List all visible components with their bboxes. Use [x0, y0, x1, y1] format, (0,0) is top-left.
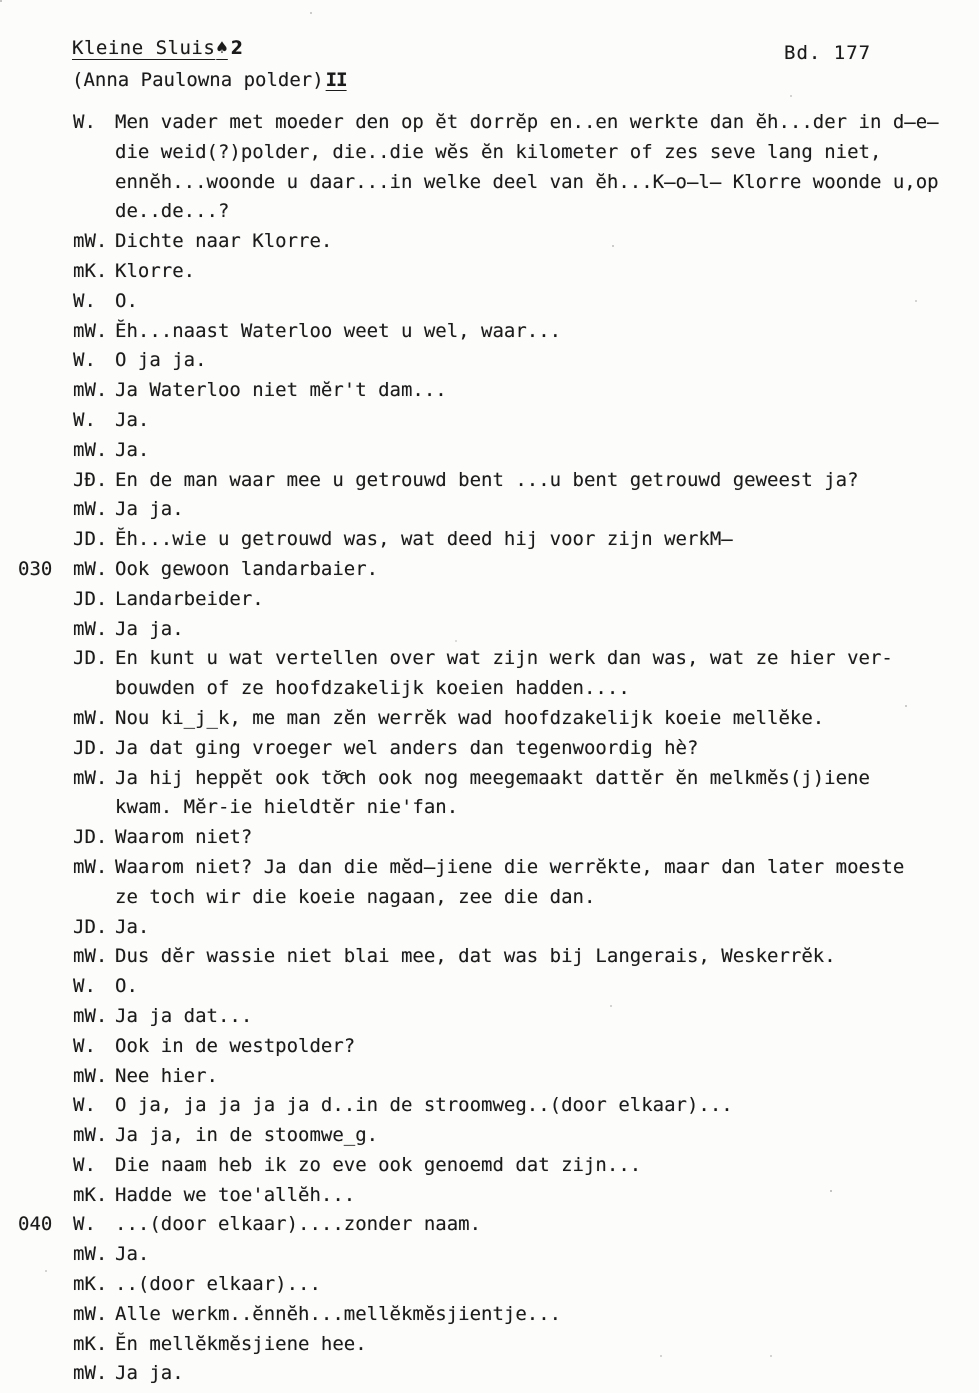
dialogue-lines	[115, 1181, 979, 1211]
dialogue-entry	[0, 1032, 979, 1062]
speaker-label: mW.	[73, 498, 108, 521]
dialogue-line: bouwden of ze hoofdzakelijk koeien hadden....	[115, 677, 630, 700]
dialogue-lines	[115, 1062, 979, 1092]
dialogue-lines	[115, 257, 979, 287]
dialogue-line: kwam. Mĕr-ie hieldtĕr nie'fan.	[115, 796, 459, 819]
dialogue-line: Dus dĕr wassie niet blai mee, dat was bij Langerais, Weskerrĕk.	[115, 945, 836, 968]
speaker-label: mK.	[73, 1183, 108, 1206]
dialogue-line: Die naam heb ik zo eve ook genoemd dat zijn...	[115, 1153, 642, 1176]
speaker-label: mW.	[73, 766, 108, 789]
dialogue-lines	[115, 376, 979, 406]
margin-line-number: 030	[18, 557, 53, 580]
dialogue-entry	[0, 1002, 979, 1032]
dialogue-lines	[115, 704, 979, 734]
dialogue-entry	[0, 436, 979, 466]
speaker-label: mK.	[73, 259, 108, 282]
dialogue-lines	[115, 1002, 979, 1032]
speaker-label: W.	[73, 1153, 96, 1176]
dialogue-entry	[0, 287, 979, 317]
band-number: Bd. 177	[784, 42, 872, 64]
dialogue-lines	[115, 1032, 979, 1062]
dialogue-entry	[0, 823, 979, 853]
dialogue-line: Ook in de westpolder?	[115, 1034, 356, 1057]
dialogue-lines	[115, 1300, 979, 1330]
dialogue-entry	[0, 257, 979, 287]
dialogue-entry	[0, 764, 979, 824]
subtitle-line	[72, 63, 979, 97]
document-subtitle: (Anna Paulowna polder)	[72, 69, 324, 91]
dialogue-entry	[0, 466, 979, 496]
dialogue-lines	[115, 525, 979, 555]
speaker-label: JÐ.	[73, 468, 108, 491]
speaker-label: W.	[73, 349, 96, 372]
dialogue-entry	[0, 406, 979, 436]
dialogue-line: En kunt u wat vertellen over wat zijn werk dan was, wat ze hier ver-	[115, 647, 893, 670]
overstrike-mark: ♠	[216, 37, 228, 59]
dialogue-entry	[0, 734, 979, 764]
dialogue-entry	[0, 1062, 979, 1092]
dialogue-line: ze toch wir die koeie nagaan, zee die dan.	[115, 885, 596, 908]
dialogue-line: Waarom niet?	[115, 826, 253, 849]
dialogue-line: Landarbeider.	[115, 587, 264, 610]
speaker-label: mW.	[73, 379, 108, 402]
dialogue-entry	[0, 1330, 979, 1360]
page-header	[0, 0, 979, 97]
dialogue-line: Klorre.	[115, 259, 196, 282]
speaker-label: mW.	[73, 945, 108, 968]
transcript	[0, 108, 979, 1389]
speaker-label: mW.	[73, 855, 108, 878]
dialogue-line: Ĕh...wie u getrouwd was, wat deed hij voor zijn werkM̶	[115, 528, 733, 551]
dialogue-entry	[0, 615, 979, 645]
dialogue-entry	[0, 376, 979, 406]
dialogue-entry	[0, 1210, 979, 1240]
dialogue-entry	[0, 1270, 979, 1300]
dialogue-entry	[0, 495, 979, 525]
dialogue-entry	[0, 227, 979, 257]
dialogue-line: Ja ja.	[115, 498, 184, 521]
dialogue-entry	[0, 972, 979, 1002]
dialogue-line: O.	[115, 289, 138, 312]
dialogue-entry	[0, 942, 979, 972]
dialogue-line: ennĕh...woonde u daar...in welke deel van ĕh...K̶o̶l̶ Klorre woonde u,op	[115, 170, 939, 193]
dialogue-line: Men vader met moeder den op ĕt dorrĕp en..en werkte dan ĕh...der in d̶e̶	[115, 111, 939, 133]
speaker-label: JD.	[73, 647, 108, 670]
dialogue-lines	[115, 346, 979, 376]
dialogue-lines	[115, 734, 979, 764]
dialogue-line: Hadde we toe'allĕh...	[115, 1183, 356, 1206]
dialogue-line: Ĕn mellĕkmĕsjiene hee.	[115, 1332, 367, 1355]
dialogue-entry	[0, 555, 979, 585]
dialogue-line: Ĕh...naast Waterloo weet u wel, waar...	[115, 319, 562, 342]
dialogue-line: Ja.	[115, 915, 150, 938]
speaker-label: W.	[73, 408, 96, 431]
dialogue-line: Waarom niet? Ja dan die mĕd̶jiene die werrĕkte, maar dan later moeste	[115, 855, 905, 878]
dialogue-lines	[115, 972, 979, 1002]
speaker-label: JD.	[73, 587, 108, 610]
document-title-number: 2	[230, 37, 243, 59]
dialogue-entry	[0, 853, 979, 913]
dialogue-lines	[115, 406, 979, 436]
dialogue-entry	[0, 1091, 979, 1121]
dialogue-lines	[115, 1240, 979, 1270]
dialogue-lines	[115, 1270, 979, 1300]
dialogue-line: Ook gewoon landarbaier.	[115, 557, 379, 580]
dialogue-lines	[115, 764, 979, 824]
dialogue-lines	[115, 615, 979, 645]
dialogue-line: Ja ja dat...	[115, 1004, 253, 1027]
speaker-label: mW.	[73, 1004, 108, 1027]
speaker-label: JD.	[73, 915, 108, 938]
dialogue-entry	[0, 1121, 979, 1151]
dialogue-entry	[0, 525, 979, 555]
dialogue-entry	[0, 913, 979, 943]
dialogue-line: Ja ja.	[115, 1362, 184, 1385]
dialogue-lines	[115, 227, 979, 257]
dialogue-lines	[115, 466, 979, 496]
speaker-label: W.	[73, 289, 96, 312]
dialogue-lines	[115, 585, 979, 615]
dialogue-lines	[115, 108, 979, 227]
dialogue-line: Ja.	[115, 438, 150, 461]
speaker-label: mW.	[73, 557, 108, 580]
speaker-label: W.	[73, 1213, 96, 1236]
dialogue-entry	[0, 1359, 979, 1389]
dialogue-line: O ja ja.	[115, 349, 207, 372]
dialogue-lines	[115, 287, 979, 317]
dialogue-lines	[115, 1210, 979, 1240]
dialogue-line: Nee hier.	[115, 1064, 218, 1087]
dialogue-lines	[115, 853, 979, 913]
dialogue-entry	[0, 644, 979, 704]
dialogue-line: de..de...?	[115, 200, 230, 223]
dialogue-entry	[0, 1300, 979, 1330]
dialogue-lines	[115, 942, 979, 972]
margin-line-number: 040	[18, 1213, 53, 1236]
document-title: Kleine Sluis	[72, 37, 216, 59]
dialogue-line: Ja hij heppĕt ook tŏͣch ook nog meegemaakt dattĕr ĕn melkmĕs(j)iene	[115, 766, 870, 789]
subtitle-numeral: II	[325, 69, 347, 91]
dialogue-lines	[115, 1330, 979, 1360]
speaker-label: mW.	[73, 438, 108, 461]
speaker-label: W.	[73, 1094, 96, 1117]
speaker-label: mW.	[73, 706, 108, 729]
dialogue-lines	[115, 495, 979, 525]
dialogue-lines	[115, 644, 979, 704]
dialogue-lines	[115, 823, 979, 853]
dialogue-lines	[115, 1359, 979, 1389]
dialogue-line: Ja ja, in de stoomwe̲g.	[115, 1124, 379, 1147]
dialogue-line: Nou ki̲j̲k, me man zĕn werrĕk wad hoofdzakelijk koeie mellĕke.	[115, 706, 825, 729]
speaker-label: W.	[73, 1034, 96, 1057]
speaker-label: mW.	[73, 617, 108, 640]
dialogue-entry	[0, 704, 979, 734]
speaker-label: mW.	[73, 1124, 108, 1147]
dialogue-entry	[0, 317, 979, 347]
speaker-label: JD.	[73, 528, 108, 551]
speaker-label: mW.	[73, 1362, 108, 1385]
dialogue-line: Ja.	[115, 408, 150, 431]
dialogue-lines	[115, 1151, 979, 1181]
dialogue-line: ..(door elkaar)...	[115, 1273, 321, 1296]
speaker-label: mW.	[73, 319, 108, 342]
dialogue-lines	[115, 1121, 979, 1151]
dialogue-line: ...(door elkaar)....zonder naam.	[115, 1213, 482, 1236]
speaker-label: JD.	[73, 826, 108, 849]
speaker-label: mW.	[73, 1302, 108, 1325]
dialogue-lines	[115, 436, 979, 466]
dialogue-lines	[115, 1091, 979, 1121]
speaker-label: JD.	[73, 736, 108, 759]
dialogue-lines	[115, 555, 979, 585]
dialogue-entry	[0, 108, 979, 227]
dialogue-lines	[115, 913, 979, 943]
dialogue-line: En de man waar mee u getrouwd bent ...u bent getrouwd geweest ja?	[115, 468, 859, 491]
dialogue-lines	[115, 317, 979, 347]
dialogue-line: O ja, ja ja ja ja d..in de stroomweg..(door elkaar)...	[115, 1094, 733, 1117]
speaker-label: mW.	[73, 1064, 108, 1087]
dialogue-line: Dichte naar Klorre.	[115, 230, 333, 253]
dialogue-entry	[0, 1181, 979, 1211]
speaker-label: W.	[73, 111, 96, 133]
dialogue-entry	[0, 1240, 979, 1270]
speaker-label: mK.	[73, 1332, 108, 1355]
dialogue-line: Ja ja.	[115, 617, 184, 640]
speaker-label: mW.	[73, 230, 108, 253]
dialogue-line: die weid(?)polder, die..die wĕs ĕn kilometer of zes seve lang niet,	[115, 140, 882, 163]
dialogue-line: Ja.	[115, 1243, 150, 1266]
dialogue-line: Alle werkm..ĕnnĕh...mellĕkmĕsjientje...	[115, 1302, 562, 1325]
speaker-label: mW.	[73, 1243, 108, 1266]
dialogue-line: Ja dat ging vroeger wel anders dan tegenwoordig hè?	[115, 736, 699, 759]
dialogue-line: O.	[115, 975, 138, 998]
dialogue-entry	[0, 1151, 979, 1181]
dialogue-line: Ja Waterloo niet mĕr't dam...	[115, 379, 447, 402]
speaker-label: mK.	[73, 1273, 108, 1296]
dialogue-entry	[0, 585, 979, 615]
speaker-label: W.	[73, 975, 96, 998]
dialogue-entry	[0, 346, 979, 376]
